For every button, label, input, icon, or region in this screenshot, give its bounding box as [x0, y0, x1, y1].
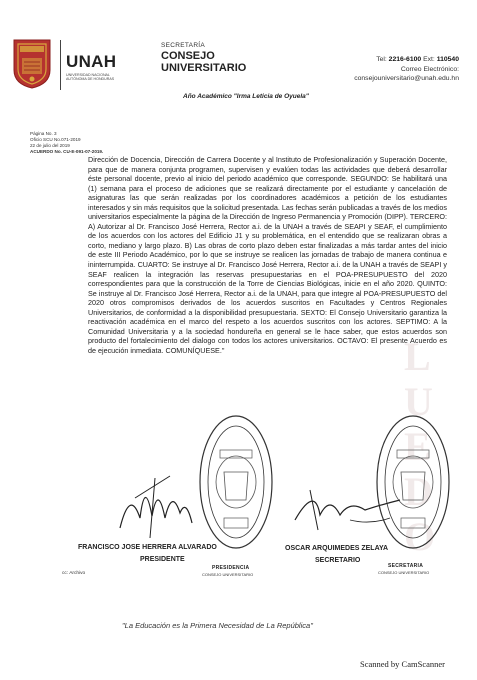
svg-text:E: E — [404, 424, 431, 469]
consejo-line-1: CONSEJO — [161, 50, 215, 62]
stamp-right-sub: CONSEJO UNIVERSITARIO — [378, 570, 430, 575]
consejo-line-2: UNIVERSITARIO — [161, 62, 247, 74]
body-text — [88, 155, 447, 355]
oficio-number: Oficio SCU No.071-2019 — [30, 137, 81, 142]
stamp-left-sub: CONSEJO UNIVERSITARIO — [202, 572, 254, 577]
stamp-right-label: SECRETARIA — [388, 563, 424, 569]
footer-motto: "La Educación es la Primera Necesidad de La República" — [122, 621, 313, 630]
email-label: Correo Electrónico: — [400, 65, 459, 73]
signature-left — [110, 468, 200, 548]
stamp-left-label: PRESIDENCIA — [212, 565, 250, 571]
tel-value: 2216-6100 — [388, 56, 422, 63]
unah-seal-logo — [12, 36, 52, 90]
svg-text:D: D — [404, 469, 433, 514]
consejo-title — [161, 50, 246, 74]
cc-archivo: cc: Archivo — [62, 571, 86, 576]
svg-text:U: U — [404, 379, 433, 424]
camscanner-watermark: Scanned by CamScanner — [360, 659, 445, 669]
university-short-name: UNAH — [66, 52, 117, 71]
academic-year-title: Año Académico "Irma Leticia de Oyuela" — [183, 93, 309, 100]
contact-block — [354, 55, 459, 84]
secretaria-label: SECRETARÍA — [161, 42, 206, 49]
signature-right — [290, 480, 410, 540]
page-number: Página No. 3 — [30, 131, 57, 136]
tel-label: Tel: — [376, 56, 387, 63]
document-references — [30, 131, 103, 155]
email-value: consejouniversitario@unah.edu.hn — [354, 75, 459, 82]
ext-value: 110540 — [436, 56, 459, 63]
svg-text:L: L — [404, 334, 431, 379]
header-divider — [60, 40, 61, 90]
president-name: FRANCISCO JOSE HERRERA ALVARADO — [78, 544, 217, 551]
presidencia-stamp — [196, 410, 276, 560]
acuerdo-number: ACUERDO No. CU-E-091-07-2019. — [30, 149, 104, 154]
svg-text:O: O — [404, 514, 436, 559]
document-date: 22 de julio del 2019 — [30, 143, 70, 148]
university-full-name: UNIVERSIDAD NACIONAL AUTÓNOMA DE HONDURAS — [66, 73, 115, 82]
president-title: PRESIDENTE — [140, 556, 185, 563]
secretary-title: SECRETARIO — [315, 557, 361, 564]
phone-line — [354, 55, 459, 65]
body-paragraph: Dirección de Docencia, Dirección de Carrera Docente y al Instituto de Profesionalización y Superación Docente, para que de manera conjunta programen, supervisen y evalúen todas las actividades que deberá desarrollar éste personal docente, previo al inicio del periodo académico que corresponde. SEGUNDO: Se habilitará una (1) semana para el proceso de adiciones que se realizará directamente por el estudiante y cancelación de asignaturas las que serán realizadas por los coordinadores académicos a petición de los estudiantes interesados y sin más requisitos que la solicitud presentada. Las fechas serán publicadas a través de los medios universitarios especialmente la página de la Dirección de Ingreso Permanencia y Promoción (DIPP). TERCERO: A) Autorizar al Dr. Francisco José Herrera, Rector a.i. de la UNAH a través de SEAPI y SEAF, el cumplimiento de los acuerdos con los actores del Edificio J1 y su problemática, en el entendido que se realizaran obras a corto, mediano y largo plazo. B) Las obras de corto plazo deben estar finalizadas a más tardar antes del inicio de este III Periodo Académico, por lo que se instruye se realicen las jornadas de trabajo de manera continua e ininterrumpida. CUARTO: Se instruye al Dr. Francisco José Herrera, Rector a.i. de la UNAH a través de SEAPI y SEAF realicen la integración las reservas presupuestarias en el POA-PRESUPUESTO del 2020 correspondientes para que la construcción de la Torre de Ciencias Biológicas, inicie en el año 2020. QUINTO: Se instruye al Dr. Francisco José Herrera, Rector a.i. de la UNAH, para que integre al POA-PRESUPUESTO del 2020 otros compromisos derivados de los acuerdos suscritos en Facultades y Centros Regionales Universitarios, de conformidad a la disponibilidad presupuestaria. SEXTO: El Consejo Universitario garantiza la reactivación académica en el marco del respeto a los acuerdos suscritos con los actores. SEPTIMO: A la Comunidad Universitaria y a la sociedad hondureña en general se le hace saber, que estos acuerdos son producto del fortalecimiento del dialogo con todos los actores universitarios. OCTAVO: El presente Acuerdo es de ejecución inmediata. COMUNÍQUESE." — [88, 155, 447, 355]
secretary-name: OSCAR ARQUIMEDES ZELAYA — [285, 545, 389, 552]
ext-label: Ext: — [423, 56, 435, 63]
